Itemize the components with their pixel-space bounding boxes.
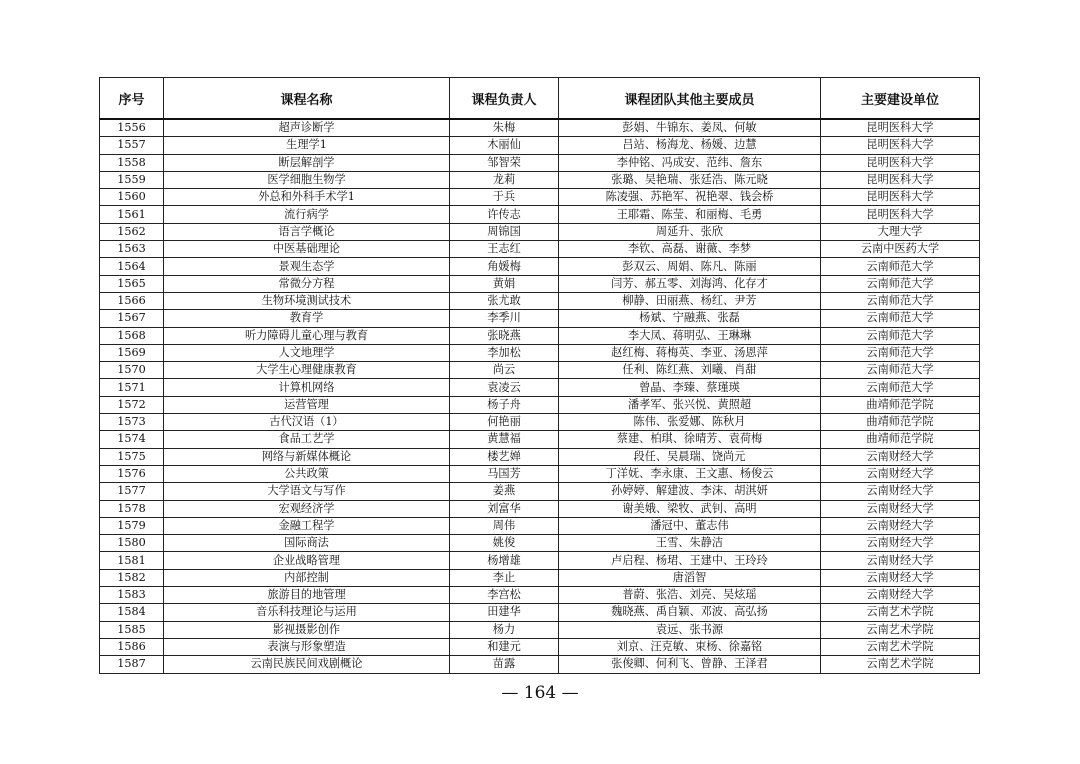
cell-institution: 云南师范大学	[821, 275, 980, 292]
cell-institution: 云南财经大学	[821, 587, 980, 604]
table-row	[100, 483, 980, 500]
cell-team-members: 李钦、高磊、谢薇、李梦	[559, 241, 821, 258]
cell-team-members: 潘冠中、董志伟	[559, 517, 821, 534]
cell-course-leader: 何艳丽	[450, 414, 559, 431]
cell-course-leader: 黄慧福	[450, 431, 559, 448]
cell-institution: 昆明医科大学	[821, 189, 980, 206]
cell-team-members: 彭双云、周娟、陈凡、陈丽	[559, 258, 821, 275]
cell-course-leader: 姜燕	[450, 483, 559, 500]
cell-team-members: 吕站、杨海龙、杨媛、边慧	[559, 137, 821, 154]
cell-team-members: 魏晓燕、禹自颖、邓波、高弘扬	[559, 604, 821, 621]
cell-course-name: 生物环境测试技术	[164, 292, 450, 309]
cell-course-leader: 李加松	[450, 344, 559, 361]
cell-course-leader: 于兵	[450, 189, 559, 206]
cell-course-name: 国际商法	[164, 535, 450, 552]
cell-team-members: 段任、吴晨瑞、饶尚元	[559, 448, 821, 465]
table-row	[100, 154, 980, 171]
cell-team-members: 张璐、吴艳瑞、张廷浩、陈元晓	[559, 171, 821, 188]
cell-institution: 云南财经大学	[821, 535, 980, 552]
cell-serial-number: 1580	[100, 535, 164, 552]
cell-course-leader: 李宫松	[450, 587, 559, 604]
cell-team-members: 唐滔智	[559, 569, 821, 586]
cell-team-members: 丁洋妩、李永康、王文惠、杨俊云	[559, 465, 821, 482]
cell-institution: 云南财经大学	[821, 465, 980, 482]
header-team-members: 课程团队其他主要成员	[559, 78, 821, 120]
cell-course-name: 外总和外科手术学1	[164, 189, 450, 206]
table-row	[100, 310, 980, 327]
header-course-leader: 课程负责人	[450, 78, 559, 120]
cell-serial-number: 1576	[100, 465, 164, 482]
cell-course-leader: 角媛梅	[450, 258, 559, 275]
cell-team-members: 周延升、张欣	[559, 223, 821, 240]
table-row	[100, 656, 980, 673]
cell-institution: 昆明医科大学	[821, 119, 980, 137]
cell-team-members: 闫芳、郝五零、刘海鸿、化存才	[559, 275, 821, 292]
cell-institution: 云南师范大学	[821, 362, 980, 379]
cell-course-name: 景观生态学	[164, 258, 450, 275]
cell-course-leader: 马国芳	[450, 465, 559, 482]
cell-team-members: 谢美娥、梁牧、武钊、高明	[559, 500, 821, 517]
cell-team-members: 李仲铭、冯成安、范纬、詹东	[559, 154, 821, 171]
cell-course-leader: 杨子舟	[450, 396, 559, 413]
cell-course-name: 古代汉语（1）	[164, 414, 450, 431]
cell-serial-number: 1556	[100, 119, 164, 137]
cell-course-name: 公共政策	[164, 465, 450, 482]
cell-institution: 云南艺术学院	[821, 638, 980, 655]
table-row	[100, 137, 980, 154]
cell-course-leader: 李止	[450, 569, 559, 586]
cell-course-name: 大学生心理健康教育	[164, 362, 450, 379]
table-row	[100, 569, 980, 586]
cell-serial-number: 1563	[100, 241, 164, 258]
cell-team-members: 柳静、田丽燕、杨红、尹芳	[559, 292, 821, 309]
cell-course-leader: 杨力	[450, 621, 559, 638]
cell-team-members: 彭娟、牛锦东、姜凤、何敏	[559, 119, 821, 137]
cell-team-members: 陈凌强、苏艳军、祝艳翠、钱会桥	[559, 189, 821, 206]
table-row	[100, 119, 980, 137]
table-row	[100, 171, 980, 188]
cell-institution: 云南师范大学	[821, 292, 980, 309]
cell-team-members: 蔡建、柏琪、徐晴芳、袁荷梅	[559, 431, 821, 448]
cell-course-leader: 和建元	[450, 638, 559, 655]
cell-serial-number: 1562	[100, 223, 164, 240]
cell-team-members: 王耶霜、陈莹、和丽梅、毛勇	[559, 206, 821, 223]
cell-course-name: 旅游目的地管理	[164, 587, 450, 604]
cell-course-name: 运营管理	[164, 396, 450, 413]
cell-team-members: 曾晶、李臻、蔡瑾瑛	[559, 379, 821, 396]
cell-institution: 云南财经大学	[821, 552, 980, 569]
header-institution: 主要建设单位	[821, 78, 980, 120]
cell-course-leader: 张尤敢	[450, 292, 559, 309]
cell-serial-number: 1577	[100, 483, 164, 500]
cell-course-leader: 刘富华	[450, 500, 559, 517]
table-row	[100, 292, 980, 309]
table-row	[100, 448, 980, 465]
cell-institution: 昆明医科大学	[821, 154, 980, 171]
cell-serial-number: 1557	[100, 137, 164, 154]
cell-institution: 云南财经大学	[821, 569, 980, 586]
cell-course-name: 网络与新媒体概论	[164, 448, 450, 465]
table-row	[100, 396, 980, 413]
cell-institution: 云南师范大学	[821, 258, 980, 275]
cell-serial-number: 1578	[100, 500, 164, 517]
cell-institution: 曲靖师范学院	[821, 431, 980, 448]
cell-course-name: 食品工艺学	[164, 431, 450, 448]
table-row	[100, 327, 980, 344]
table-row	[100, 587, 980, 604]
cell-institution: 昆明医科大学	[821, 137, 980, 154]
cell-serial-number: 1559	[100, 171, 164, 188]
cell-course-leader: 楼艺婵	[450, 448, 559, 465]
page-number: — 164 —	[501, 683, 579, 703]
cell-serial-number: 1572	[100, 396, 164, 413]
cell-team-members: 王雪、朱静洁	[559, 535, 821, 552]
cell-course-leader: 龙莉	[450, 171, 559, 188]
header-serial-number: 序号	[100, 78, 164, 120]
cell-serial-number: 1558	[100, 154, 164, 171]
table-row	[100, 500, 980, 517]
cell-team-members: 陈伟、张爱娜、陈秋月	[559, 414, 821, 431]
cell-serial-number: 1585	[100, 621, 164, 638]
table-row	[100, 344, 980, 361]
table-body	[100, 119, 980, 673]
cell-course-leader: 王志红	[450, 241, 559, 258]
cell-serial-number: 1565	[100, 275, 164, 292]
table-row	[100, 535, 980, 552]
cell-course-name: 人文地理学	[164, 344, 450, 361]
cell-team-members: 任利、陈红燕、刘曦、肖甜	[559, 362, 821, 379]
cell-serial-number: 1571	[100, 379, 164, 396]
cell-institution: 云南师范大学	[821, 327, 980, 344]
table-row	[100, 379, 980, 396]
cell-institution: 曲靖师范学院	[821, 414, 980, 431]
cell-institution: 云南财经大学	[821, 448, 980, 465]
cell-course-name: 常微分方程	[164, 275, 450, 292]
cell-team-members: 赵红梅、蒋梅英、李亚、汤恩萍	[559, 344, 821, 361]
cell-course-name: 云南民族民间戏剧概论	[164, 656, 450, 673]
cell-serial-number: 1574	[100, 431, 164, 448]
cell-serial-number: 1587	[100, 656, 164, 673]
cell-course-leader: 朱梅	[450, 119, 559, 137]
cell-serial-number: 1581	[100, 552, 164, 569]
cell-course-name: 听力障碍儿童心理与教育	[164, 327, 450, 344]
table-row	[100, 275, 980, 292]
cell-team-members: 普蔚、张浩、刘亮、吴炫瑶	[559, 587, 821, 604]
cell-course-name: 超声诊断学	[164, 119, 450, 137]
cell-course-leader: 邹智荣	[450, 154, 559, 171]
cell-serial-number: 1582	[100, 569, 164, 586]
cell-course-leader: 袁凌云	[450, 379, 559, 396]
cell-course-leader: 杨增雄	[450, 552, 559, 569]
cell-serial-number: 1586	[100, 638, 164, 655]
table-row	[100, 431, 980, 448]
cell-serial-number: 1569	[100, 344, 164, 361]
cell-team-members: 杨斌、宁融燕、张磊	[559, 310, 821, 327]
cell-course-name: 教育学	[164, 310, 450, 327]
cell-serial-number: 1561	[100, 206, 164, 223]
cell-course-name: 流行病学	[164, 206, 450, 223]
cell-team-members: 张俊卿、何利飞、曾静、王泽君	[559, 656, 821, 673]
cell-institution: 云南财经大学	[821, 483, 980, 500]
cell-team-members: 李大凤、蒋明弘、王琳琳	[559, 327, 821, 344]
cell-serial-number: 1583	[100, 587, 164, 604]
cell-course-name: 生理学1	[164, 137, 450, 154]
cell-course-name: 中医基础理论	[164, 241, 450, 258]
cell-serial-number: 1568	[100, 327, 164, 344]
table-row	[100, 258, 980, 275]
cell-institution: 云南艺术学院	[821, 621, 980, 638]
cell-institution: 云南艺术学院	[821, 604, 980, 621]
table-row	[100, 241, 980, 258]
cell-course-name: 断层解剖学	[164, 154, 450, 171]
cell-course-leader: 苗露	[450, 656, 559, 673]
cell-course-leader: 李季川	[450, 310, 559, 327]
cell-course-name: 表演与形象塑造	[164, 638, 450, 655]
cell-course-leader: 尚云	[450, 362, 559, 379]
cell-course-name: 计算机网络	[164, 379, 450, 396]
table-row	[100, 621, 980, 638]
cell-course-name: 宏观经济学	[164, 500, 450, 517]
cell-institution: 云南师范大学	[821, 310, 980, 327]
cell-course-name: 金融工程学	[164, 517, 450, 534]
cell-course-leader: 姚俊	[450, 535, 559, 552]
cell-institution: 云南中医药大学	[821, 241, 980, 258]
cell-course-leader: 周锦国	[450, 223, 559, 240]
table-row	[100, 223, 980, 240]
course-table	[99, 77, 980, 674]
cell-course-leader: 田建华	[450, 604, 559, 621]
table-row	[100, 638, 980, 655]
cell-institution: 云南财经大学	[821, 517, 980, 534]
cell-serial-number: 1564	[100, 258, 164, 275]
cell-team-members: 袁远、张书源	[559, 621, 821, 638]
header-row	[100, 78, 980, 120]
table-row	[100, 604, 980, 621]
cell-team-members: 卢启程、杨珺、王建中、王玲玲	[559, 552, 821, 569]
table-row	[100, 189, 980, 206]
cell-course-name: 医学细胞生物学	[164, 171, 450, 188]
cell-course-name: 语言学概论	[164, 223, 450, 240]
cell-team-members: 孙婷婷、解建波、李沫、胡淇妍	[559, 483, 821, 500]
cell-institution: 云南艺术学院	[821, 656, 980, 673]
table-row	[100, 465, 980, 482]
cell-course-leader: 许传志	[450, 206, 559, 223]
table-row	[100, 362, 980, 379]
cell-serial-number: 1584	[100, 604, 164, 621]
cell-course-leader: 黄娟	[450, 275, 559, 292]
cell-institution: 昆明医科大学	[821, 206, 980, 223]
cell-course-leader: 张晓燕	[450, 327, 559, 344]
cell-institution: 云南师范大学	[821, 379, 980, 396]
cell-institution: 云南师范大学	[821, 344, 980, 361]
cell-institution: 大理大学	[821, 223, 980, 240]
cell-course-leader: 木丽仙	[450, 137, 559, 154]
cell-institution: 曲靖师范学院	[821, 396, 980, 413]
table-row	[100, 414, 980, 431]
cell-serial-number: 1567	[100, 310, 164, 327]
cell-team-members: 潘孝军、张兴悦、黄照超	[559, 396, 821, 413]
table-row	[100, 517, 980, 534]
cell-serial-number: 1566	[100, 292, 164, 309]
table-row	[100, 206, 980, 223]
cell-course-leader: 周伟	[450, 517, 559, 534]
cell-course-name: 内部控制	[164, 569, 450, 586]
cell-course-name: 影视摄影创作	[164, 621, 450, 638]
cell-team-members: 刘京、汪克敏、束杨、徐嘉铭	[559, 638, 821, 655]
cell-serial-number: 1560	[100, 189, 164, 206]
table-header	[100, 78, 980, 120]
cell-serial-number: 1573	[100, 414, 164, 431]
cell-course-name: 音乐科技理论与运用	[164, 604, 450, 621]
table-row	[100, 552, 980, 569]
header-course-name: 课程名称	[164, 78, 450, 120]
cell-serial-number: 1570	[100, 362, 164, 379]
cell-course-name: 企业战略管理	[164, 552, 450, 569]
cell-serial-number: 1579	[100, 517, 164, 534]
cell-institution: 昆明医科大学	[821, 171, 980, 188]
cell-course-name: 大学语文与写作	[164, 483, 450, 500]
cell-serial-number: 1575	[100, 448, 164, 465]
cell-institution: 云南财经大学	[821, 500, 980, 517]
